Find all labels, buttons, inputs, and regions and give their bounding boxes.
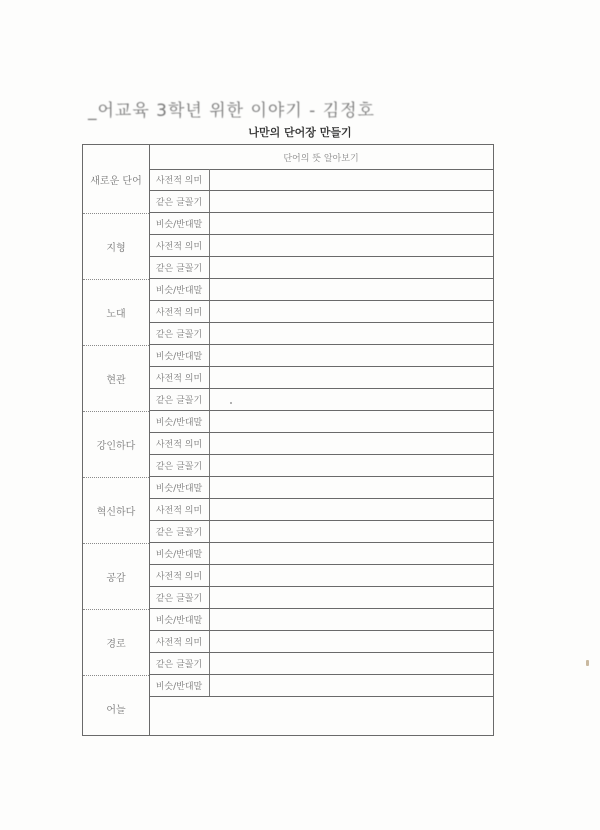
answer-field[interactable] (210, 191, 493, 212)
answer-field[interactable] (210, 279, 493, 300)
row-label: 사전적 의미 (149, 301, 210, 322)
answer-field[interactable] (210, 345, 493, 366)
answer-field[interactable] (210, 609, 493, 630)
document-subtitle: 나만의 단어장 만들기 (248, 126, 352, 139)
table-row (149, 235, 493, 257)
table-row (149, 477, 493, 499)
table-row (149, 455, 493, 477)
row-label: 사전적 의미 (149, 169, 210, 190)
table-row (149, 499, 493, 521)
row-label: 비슷/반대말 (149, 609, 210, 630)
row-label: 비슷/반대말 (149, 675, 210, 696)
answer-field[interactable] (210, 477, 493, 498)
answer-field[interactable] (210, 675, 493, 696)
answer-field[interactable] (210, 543, 493, 564)
answer-field[interactable] (210, 653, 493, 674)
row-label: 같은 글꼴기 (149, 653, 210, 674)
answer-field[interactable] (210, 389, 493, 410)
table-row (149, 631, 493, 653)
table-row (149, 279, 493, 301)
answer-field[interactable] (210, 213, 493, 234)
answer-field[interactable] (210, 235, 493, 256)
word-cell: 혁신하다 (96, 506, 136, 518)
answer-field[interactable] (210, 257, 493, 278)
word-cell: 지형 (106, 242, 126, 254)
row-label: 비슷/반대말 (149, 477, 210, 498)
table-row (149, 653, 493, 675)
word-cell: 공감 (106, 572, 126, 584)
table-row (149, 301, 493, 323)
answer-field[interactable] (210, 455, 493, 476)
scan-mark (586, 660, 589, 666)
word-cell: 강인하다 (96, 440, 136, 452)
answer-field[interactable] (210, 169, 493, 190)
table-row (149, 169, 493, 191)
table-header: 단어의 뜻 알아보기 (149, 145, 493, 170)
vocabulary-table (82, 144, 494, 736)
table-row (149, 609, 493, 631)
row-label: 같은 글꼴기 (149, 191, 210, 212)
row-label: 같은 글꼴기 (149, 323, 210, 344)
table-row (149, 521, 493, 543)
word-cell: 노대 (106, 308, 126, 320)
document-title: _어교육 3학년 위한 이야기 - 김정호 (88, 101, 375, 121)
answer-field[interactable] (210, 301, 493, 322)
row-label: 사전적 의미 (149, 499, 210, 520)
table-row (149, 433, 493, 455)
answer-field[interactable] (210, 433, 493, 454)
row-label: 같은 글꼴기 (149, 455, 210, 476)
row-label: 비슷/반대말 (149, 543, 210, 564)
table-row (149, 675, 493, 697)
table-row (149, 411, 493, 433)
answer-field[interactable] (210, 323, 493, 344)
row-label: 비슷/반대말 (149, 411, 210, 432)
table-row (149, 543, 493, 565)
table-row (149, 213, 493, 235)
answer-field[interactable] (210, 499, 493, 520)
table-row (149, 345, 493, 367)
row-label: 비슷/반대말 (149, 345, 210, 366)
row-label: 같은 글꼴기 (149, 389, 210, 410)
answer-field[interactable] (210, 631, 493, 652)
answer-field[interactable] (210, 521, 493, 542)
row-label: 같은 글꼴기 (149, 521, 210, 542)
word-cell: 새로운 단어 (90, 175, 142, 187)
table-row (149, 257, 493, 279)
row-label: 같은 글꼴기 (149, 257, 210, 278)
row-label: 비슷/반대말 (149, 213, 210, 234)
row-label: 사전적 의미 (149, 631, 210, 652)
word-column (83, 145, 150, 735)
table-row (149, 323, 493, 345)
word-cell: 어늘 (106, 704, 126, 716)
row-label: 사전적 의미 (149, 565, 210, 586)
table-row (149, 191, 493, 213)
row-label: 같은 글꼴기 (149, 587, 210, 608)
word-cell: 경로 (106, 638, 126, 650)
scan-speck (230, 402, 232, 404)
row-label: 사전적 의미 (149, 235, 210, 256)
answer-field[interactable] (210, 411, 493, 432)
word-cell: 현관 (106, 374, 126, 386)
answer-field[interactable] (210, 367, 493, 388)
answer-field[interactable] (210, 587, 493, 608)
table-row (149, 565, 493, 587)
answer-field[interactable] (210, 565, 493, 586)
table-row (149, 367, 493, 389)
row-label: 사전적 의미 (149, 367, 210, 388)
table-row (149, 389, 493, 411)
table-row (149, 587, 493, 609)
row-label: 사전적 의미 (149, 433, 210, 454)
row-label: 비슷/반대말 (149, 279, 210, 300)
